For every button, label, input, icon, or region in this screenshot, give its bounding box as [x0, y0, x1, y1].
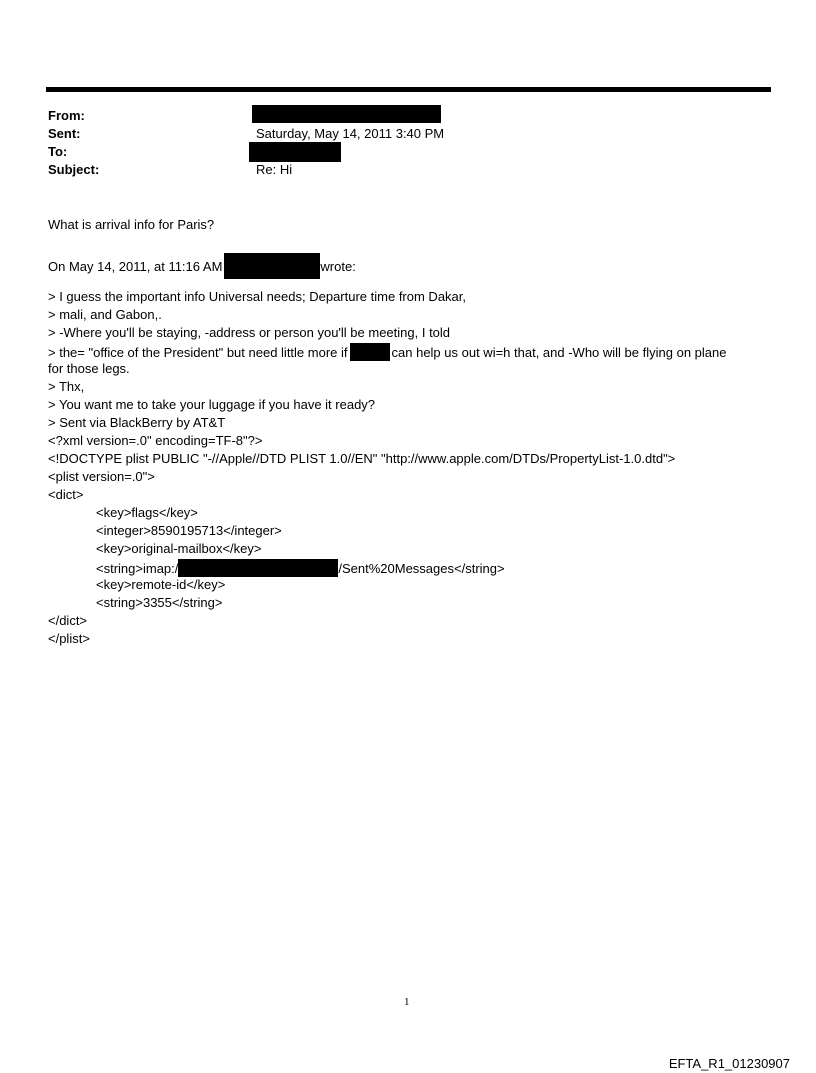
- subject-label: Subject:: [48, 162, 100, 177]
- quoted-line-2: > mali, and Gabon,.: [48, 307, 162, 322]
- header-rule: [46, 87, 771, 92]
- xml-integer: <integer>8590195713</integer>: [96, 523, 282, 538]
- quoted-line-8: > Sent via BlackBerry by AT&T: [48, 415, 226, 430]
- quote-intro-text: On May 14, 2011, at 11:16 AM: [48, 259, 223, 274]
- xml-string-imap-pre: <string>imap:/: [96, 561, 179, 576]
- xml-plist-close: </plist>: [48, 631, 90, 646]
- to-label: To:: [48, 144, 68, 159]
- name-redaction: [350, 343, 390, 361]
- sent-value: Saturday, May 14, 2011 3:40 PM: [256, 126, 445, 141]
- document-id: EFTA_R1_01230907: [668, 1056, 790, 1071]
- xml-doctype: <!DOCTYPE plist PUBLIC "-//Apple//DTD PLIST 1.0//EN" "http://www.apple.com/DTDs/PropertyList-1.0.dtd">: [48, 451, 676, 466]
- quoted-line-5: for those legs.: [48, 361, 130, 376]
- quoted-line-6: > Thx,: [48, 379, 85, 394]
- xml-dict-open: <dict>: [48, 487, 84, 502]
- from-label: From:: [48, 108, 85, 123]
- sent-label: Sent:: [48, 126, 81, 141]
- xml-string-remote-id: <string>3355</string>: [96, 595, 223, 610]
- quoted-line-3: > -Where you'll be staying, -address or person you'll be meeting, I told: [48, 325, 451, 340]
- imap-redaction: [178, 559, 338, 577]
- page-number: 1: [404, 996, 410, 1008]
- xml-key-remote-id: <key>remote-id</key>: [96, 577, 226, 592]
- xml-dict-close: </dict>: [48, 613, 88, 628]
- quoted-line-4-pre: > the= "office of the President" but need little more if: [48, 345, 348, 360]
- quoted-line-4: [48, 343, 726, 361]
- sender-redaction: [224, 253, 320, 279]
- subject-value: Re: Hi: [256, 162, 293, 177]
- quote-intro: [48, 253, 356, 279]
- quoted-line-7: > You want me to take your luggage if you have it ready?: [48, 397, 376, 412]
- xml-plist-open: <plist version=.0">: [48, 469, 155, 484]
- xml-declaration: <?xml version=.0" encoding=TF-8"?>: [48, 433, 263, 448]
- from-redaction: [252, 105, 441, 123]
- xml-string-imap: [96, 559, 505, 577]
- body-question: What is arrival info for Paris?: [48, 217, 215, 232]
- xml-key-mailbox: <key>original-mailbox</key>: [96, 541, 262, 556]
- quote-intro-wrote: wrote:: [320, 259, 356, 274]
- quoted-line-1: > I guess the important info Universal needs; Departure time from Dakar,: [48, 289, 466, 304]
- quoted-line-4-post: can help us out wi=h that, and -Who will be flying on plane: [391, 345, 727, 360]
- to-redaction: [249, 142, 341, 162]
- xml-key-flags: <key>flags</key>: [96, 505, 198, 520]
- xml-string-imap-post: /Sent%20Messages</string>: [338, 561, 505, 576]
